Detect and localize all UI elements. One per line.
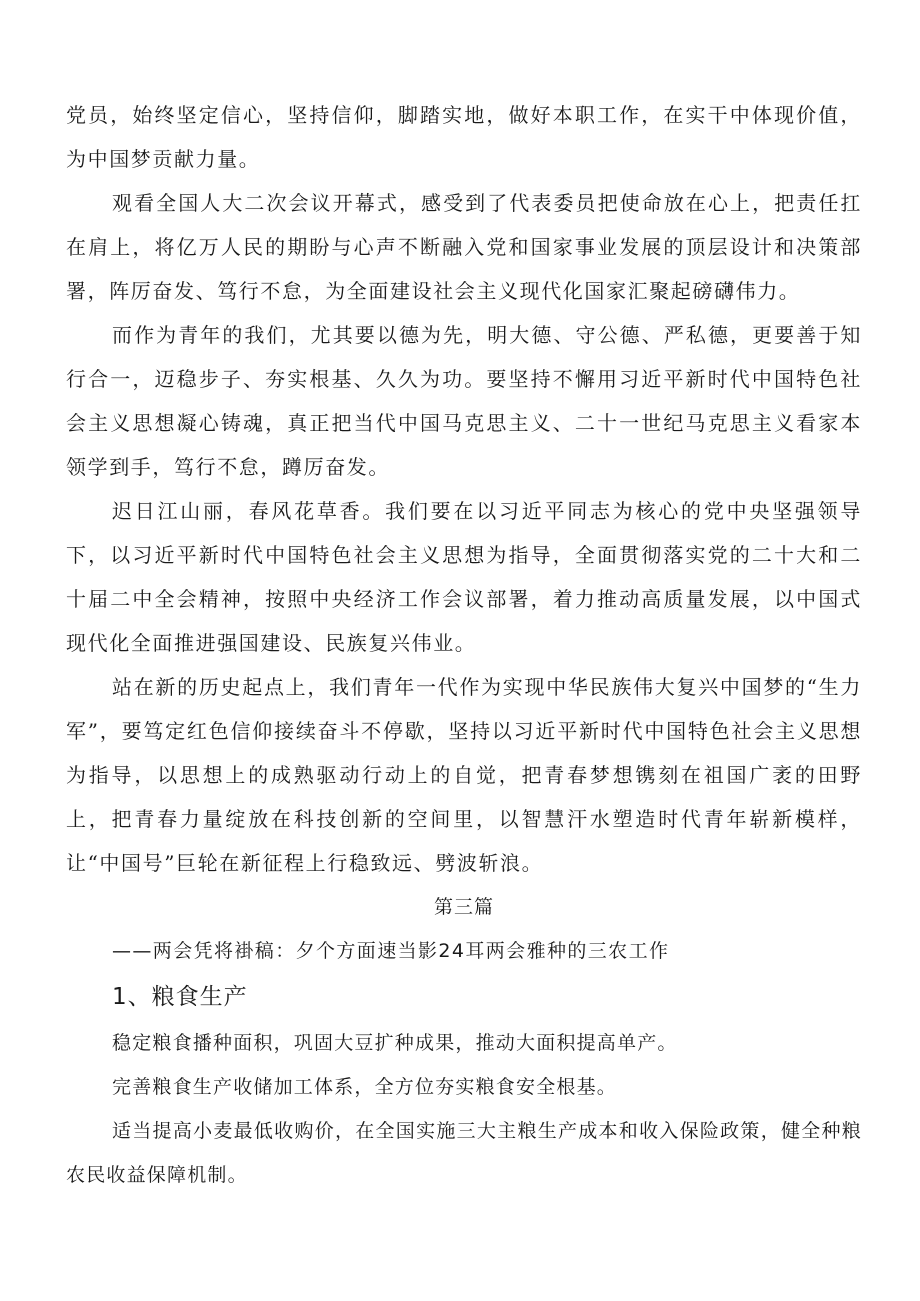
list-item: 适当提高小麦最低收购价，在全国实施三大主粮生产成本和收入保险政策，健全种粮农民收益保障机制。 <box>66 1120 862 1186</box>
list-item: 完善粮食生产收储加工体系，全方位夯实粮食安全根基。 <box>112 1076 618 1098</box>
paragraph-5: 站在新的历史起点上，我们青年一代作为实现中华民族伟大复兴中国梦的“生力军”，要笃定红色信仰接续奋斗不停歇，坚持以习近平新时代中国特色社会主义思想为指导，以思想上的成熟驱动行动上的自觉，把青春梦想镌刻在祖国广袤的田野上，把青春力量绽放在科技创新的空间里，以智慧汗水塑造时代青年崭新模样，让“中国号”巨轮在新征程上行稳致远、劈波斩浪。 <box>66 675 862 875</box>
list-item: 稳定粮食播种面积，巩固大豆扩种成果，推动大面积提高单产。 <box>112 1032 678 1054</box>
paragraph-3: 而作为青年的我们，尤其要以德为先，明大德、守公德、严私德，更要善于知行合一，迈稳步子、夯实根基、久久为功。要坚持不懈用习近平新时代中国特色社会主义思想凝心铸魂，真正把当代中国马克思主义、二十一世纪马克思主义看家本领学到手，笃行不怠，蹲厉奋发。 <box>66 323 862 479</box>
section-heading: 1、粮食生产 <box>112 984 248 1010</box>
document-page <box>66 93 862 1197</box>
article-subtitle: ——两会凭将褂稿：夕个方面速当影24耳两会雅种的三农工作 <box>112 940 670 962</box>
paragraph-2: 观看全国人大二次会议开幕式，感受到了代表委员把使命放在心上，把责任扛在肩上，将亿万人民的期盼与心声不断融入党和国家事业发展的顶层设计和决策部署，阵厉奋发、笃行不怠，为全面建设社会主义现代化国家汇聚起磅礴伟力。 <box>66 191 862 303</box>
part-title: 第三篇 <box>433 896 494 918</box>
paragraph-1: 党员，始终坚定信心，坚持信仰，脚踏实地，做好本职工作，在实干中体现价值，为中国梦贡献力量。 <box>66 103 862 171</box>
paragraph-4: 迟日江山丽，春风花草香。我们要在以习近平同志为核心的党中央坚强领导下，以习近平新时代中国特色社会主义思想为指导，全面贯彻落实党的二十大和二十届二中全会精神，按照中央经济工作会议部署，着力推动高质量发展，以中国式现代化全面推进强国建设、民族复兴伟业。 <box>66 499 862 655</box>
